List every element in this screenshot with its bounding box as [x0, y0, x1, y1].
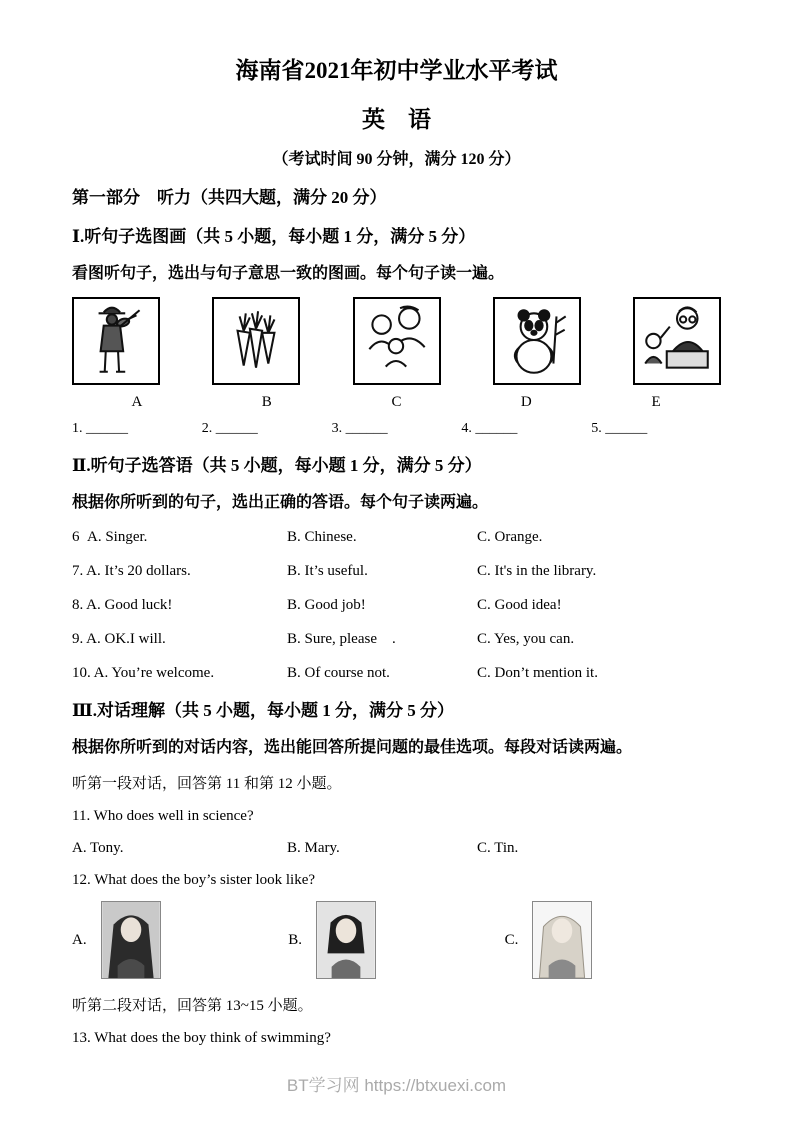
family-photo-image [356, 300, 438, 382]
picture-box-b [212, 297, 300, 385]
question-12-text: 12. What does the boy’s sister look like? [72, 872, 316, 888]
question-11-option-b: B. Mary. [287, 840, 340, 856]
section3-heading: Ⅲ.对话理解（共 5 小题，每小题 1 分，满分 5 分） [72, 701, 454, 720]
woman-shoulder-length-hair-image [317, 902, 375, 978]
picture-box-a [72, 297, 160, 385]
section1-instruction: 看图听句子，选出与句子意思一致的图画。每个句子读一遍。 [72, 265, 505, 282]
picture-box-c [353, 297, 441, 385]
question-11-option-c: C. Tin. [477, 840, 519, 856]
portrait-label-a: A. [72, 931, 87, 948]
section1-heading: Ⅰ.听句子选图画（共 5 小题，每小题 1 分，满分 5 分） [72, 227, 476, 246]
picture-letter-e: E [651, 394, 661, 410]
answer-blank-4: 4. ______ [461, 421, 518, 436]
question-11-text: 11. Who does well in science? [72, 808, 254, 824]
picture-letter-a: A [131, 394, 143, 410]
question-6-option-c: C. Orange. [477, 529, 543, 545]
question-11-option-a: A. Tony. [72, 840, 124, 856]
woman-long-light-hair-image [533, 902, 591, 978]
dialog2-note: 听第二段对话，回答第 13~15 小题。 [72, 998, 313, 1014]
part1-heading: 第一部分 听力（共四大题，满分 20 分） [72, 188, 387, 207]
question-8-option-a: 8. A. Good luck! [72, 597, 173, 613]
question-10-row [72, 665, 721, 682]
subject-title: 英 语 [362, 107, 431, 132]
exam-info: （考试时间 90 分钟，满分 120 分） [272, 151, 521, 168]
question-11-options [72, 840, 721, 857]
teacher-students-image [636, 300, 718, 382]
question-6-option-a: 6 A. Singer. [72, 529, 148, 545]
question-7-option-a: 7. A. It’s 20 dollars. [72, 563, 191, 579]
page-title: 海南省2021年初中学业水平考试 [235, 58, 558, 83]
site-watermark: BT学习网 https://btxuexi.com [286, 1076, 507, 1095]
answer-blank-5: 5. ______ [591, 421, 648, 436]
question-10-option-c: C. Don’t mention it. [477, 665, 598, 681]
picture-letters-row [72, 394, 721, 411]
portrait-option-b [288, 901, 504, 979]
section2-heading: Ⅱ.听句子选答语（共 5 小题，每小题 1 分，满分 5 分） [72, 456, 482, 475]
carrots-image [215, 300, 297, 382]
question-9-option-b: B. Sure, please . [287, 631, 396, 647]
question-9-option-a: 9. A. OK.I will. [72, 631, 166, 647]
question-10-option-b: B. Of course not. [287, 665, 390, 681]
violin-player-image [75, 300, 157, 382]
section2-instruction: 根据你所听到的句子，选出正确的答语。每个句子读两遍。 [72, 494, 489, 511]
panda-image [496, 300, 578, 382]
picture-box-d [493, 297, 581, 385]
answer-blank-1: 1. ______ [72, 421, 128, 436]
answer-blank-2: 2. ______ [201, 421, 258, 436]
question-7-row [72, 563, 721, 580]
woman-long-dark-hair-image [102, 902, 160, 978]
question-6-row [72, 529, 721, 546]
question-8-row [72, 597, 721, 614]
picture-letter-c: C [391, 394, 402, 410]
question-7-option-b: B. It’s useful. [287, 563, 368, 579]
dialog1-note: 听第一段对话，回答第 11 和第 12 小题。 [72, 776, 342, 792]
picture-options-row [72, 297, 721, 385]
portrait-option-a [72, 901, 288, 979]
answer-blanks-row [72, 421, 721, 437]
question-6-option-b: B. Chinese. [287, 529, 357, 545]
question-7-option-c: C. It's in the library. [477, 563, 597, 579]
question-9-row [72, 631, 721, 648]
portrait-label-b: B. [288, 931, 303, 948]
picture-letter-d: D [520, 394, 532, 410]
picture-box-e [633, 297, 721, 385]
question-8-option-c: C. Good idea! [477, 597, 562, 613]
question-10-option-a: 10. A. You’re welcome. [72, 665, 215, 681]
picture-letter-b: B [261, 394, 272, 410]
portrait-option-c [505, 901, 721, 979]
section3-instruction: 根据你所听到的对话内容，选出能回答所提问题的最佳选项。每段对话读两遍。 [72, 739, 633, 756]
answer-blank-3: 3. ______ [331, 421, 388, 436]
question-9-option-c: C. Yes, you can. [477, 631, 575, 647]
question-13-text: 13. What does the boy think of swimming? [72, 1030, 331, 1046]
portrait-label-c: C. [504, 931, 519, 948]
question-8-option-b: B. Good job! [287, 597, 366, 613]
question-12-portraits-row [72, 901, 721, 979]
